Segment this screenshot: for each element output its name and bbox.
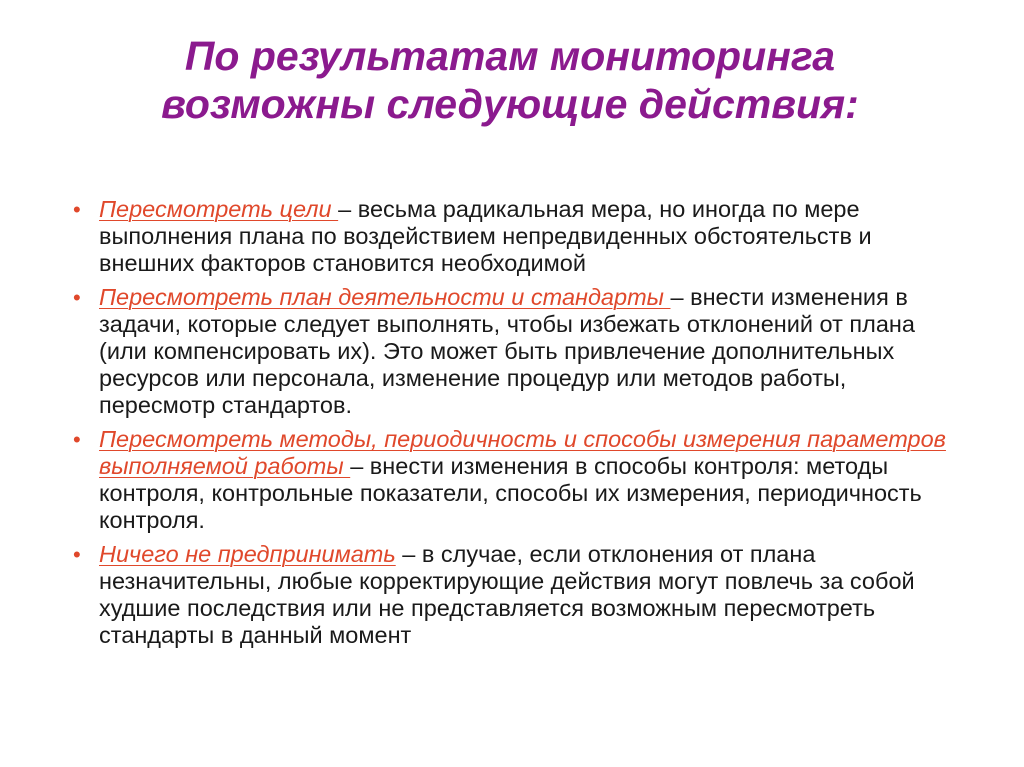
bullet-marker: • [73, 197, 81, 222]
bullet-marker: • [73, 427, 81, 452]
bullet-emphasis: Пересмотреть методы, периодичность и способы измерения параметров выполняемой работы [99, 426, 946, 479]
slide-title [100, 32, 920, 128]
bullet-text: – внести изменения в задачи, которые следует выполнять, чтобы избежать отклонений от плана (или компенсировать их). Это может быть привлечение дополнительных ресурсов или персонала, изменение процедур или методов работы, пересмотр стандартов. [99, 284, 915, 418]
bullet-marker: • [73, 285, 81, 310]
bullet-item-revise-methods [73, 426, 963, 534]
title-line-1: По результатам мониторинга [184, 33, 836, 79]
bullet-text: – в случае, если отклонения от плана незначительны, любые корректирующие действия могут повлечь за собой худшие последствия или не представляется возможным пересмотреть стандарты в данный момент [99, 541, 915, 648]
bullet-item-revise-plan [73, 284, 963, 419]
bullet-text: – весьма радикальная мера, но иногда по мере выполнения плана по воздействием непредвиденных обстоятельств и внешних факторов становится необходимой [99, 196, 872, 276]
bullet-list [73, 196, 963, 656]
bullet-text: – внести изменения в способы контроля: методы контроля, контрольные показатели, способы их измерения, периодичность контроля. [99, 453, 922, 533]
bullet-item-revise-goals [73, 196, 963, 277]
bullet-emphasis: Пересмотреть цели [99, 196, 339, 222]
bullet-emphasis: Пересмотреть план деятельности и стандарты [99, 284, 671, 310]
bullet-item-do-nothing [73, 541, 963, 649]
title-line-2: возможны следующие действия: [161, 81, 859, 127]
bullet-marker: • [73, 542, 81, 567]
bullet-emphasis: Ничего не предпринимать [99, 541, 396, 567]
